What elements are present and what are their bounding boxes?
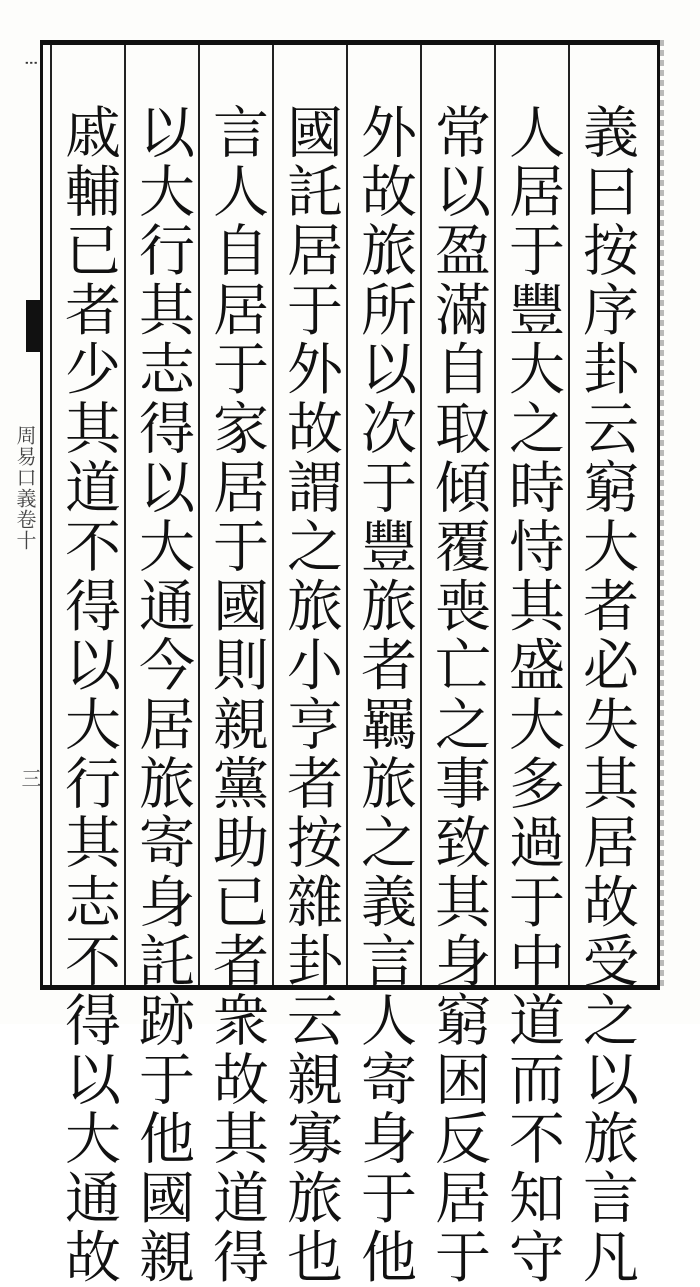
margin-title: 周易口義卷十 [13,425,37,551]
text-column-3 [420,45,492,1287]
fish-tail-mark [26,300,40,352]
text-column-2 [494,45,566,1287]
column-text: 戚輔已者少其道不得以大行其志不得以大通故 [56,103,121,1287]
text-column-5 [272,45,344,1287]
text-column-7 [124,45,196,1287]
column-text: 常以盈滿自取傾覆喪亡之事致其身窮困反居于 [426,103,491,1287]
column-text: 言人自居于家居于國則親黨助已者衆故其道得 [204,103,269,1287]
text-column-1 [568,45,640,1287]
column-text: 人居于豐大之時恃其盛大多過于中道而不知守 [500,103,565,1287]
column-text: 以大行其志得以大通今居旅寄身託跡于他國親 [130,103,195,1287]
page-edge [660,40,664,990]
column-text: 國託居于外故謂之旅小亨者按雜卦云親寡旅也 [278,103,343,1287]
text-column-4 [346,45,418,1287]
margin-page-number: 三 [18,768,42,788]
margin-mark: ⁝ [20,60,41,66]
column-text: 義曰按序卦云窮大者必失其居故受之以旅言凡 [574,103,639,1287]
text-column-6 [198,45,270,1287]
page-margin [0,0,40,1024]
text-column-8 [50,45,122,1287]
column-text: 外故旅所以次于豐旅者羈旅之義言人寄身于他 [352,103,417,1287]
